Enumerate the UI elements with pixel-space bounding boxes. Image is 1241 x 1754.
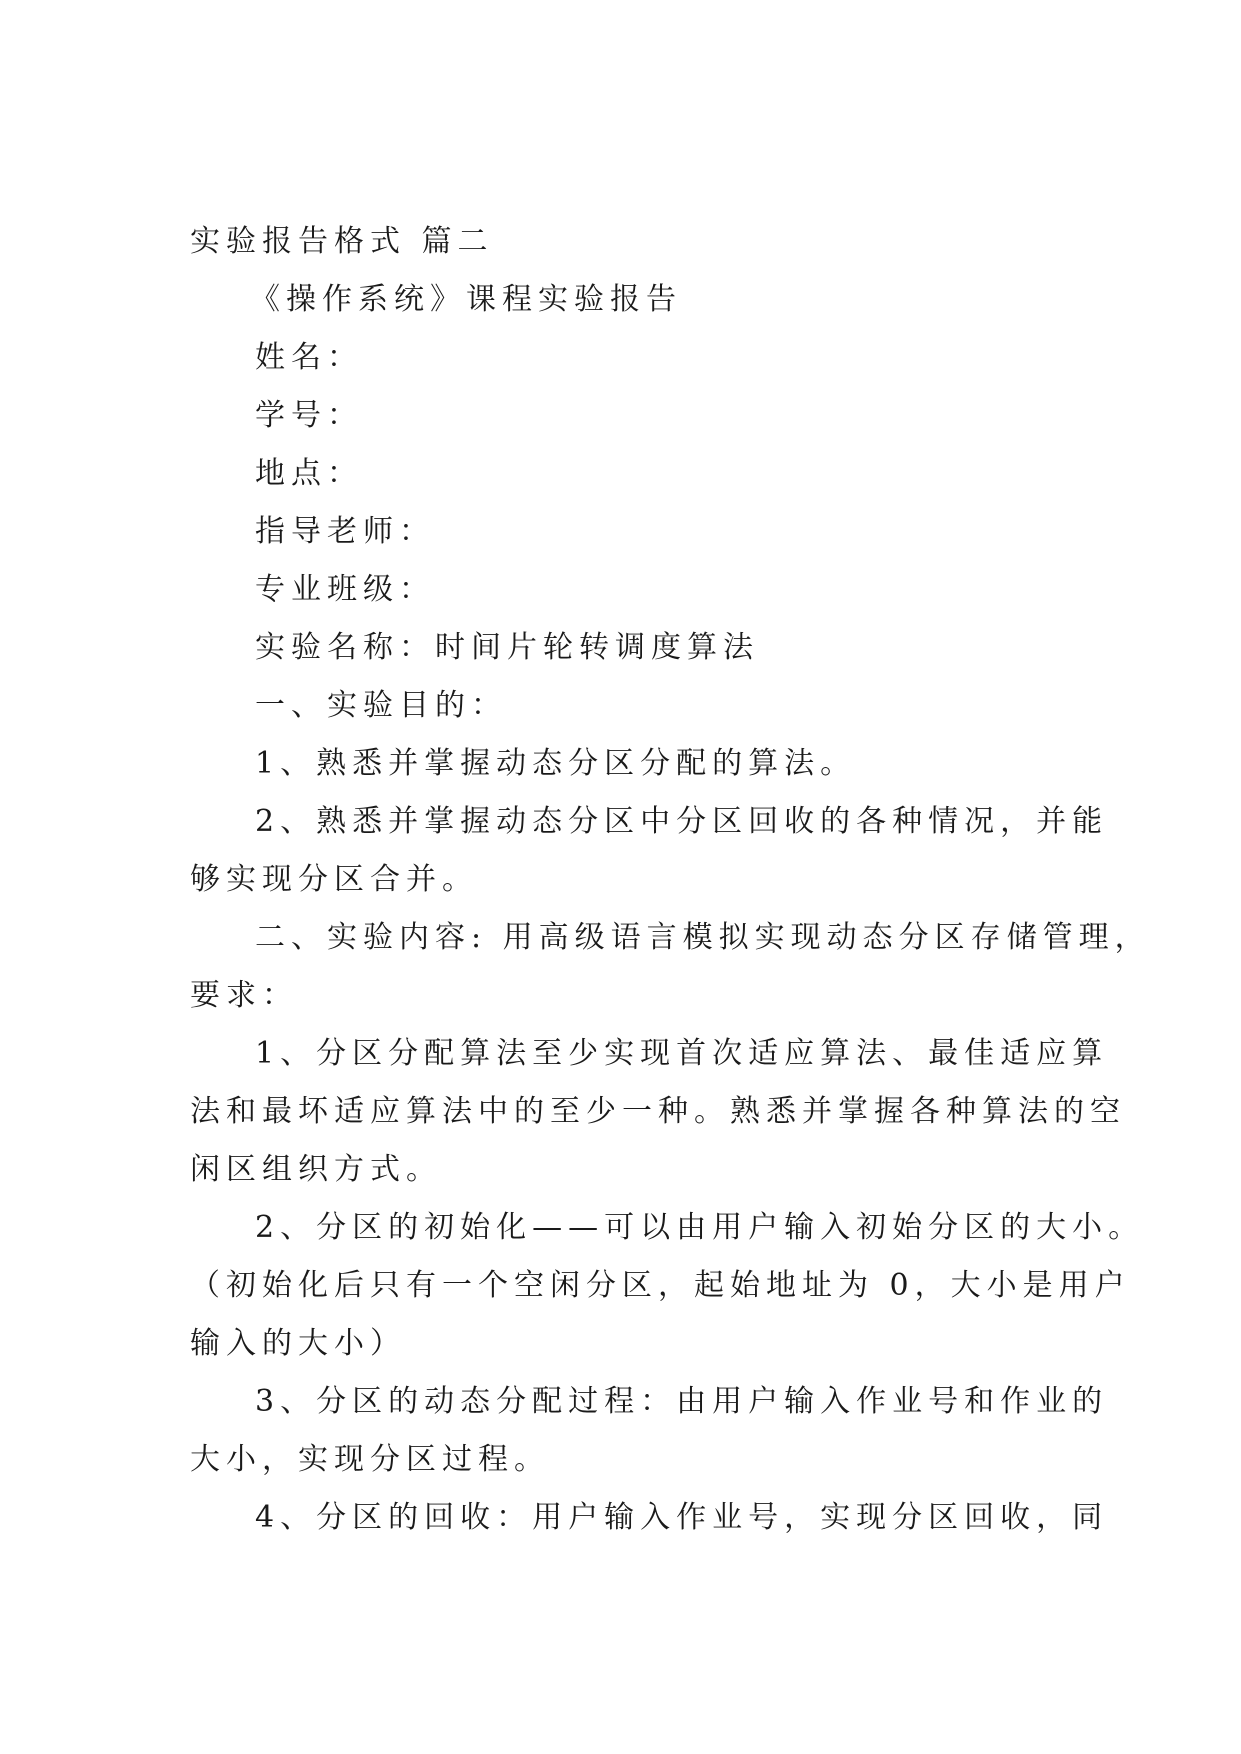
- field-student-id: 学号：: [255, 398, 363, 433]
- heading-content: 二、实验内容: 用高级语言模拟实现动态分区存储管理，: [255, 920, 1151, 955]
- field-class: 专业班级：: [255, 572, 435, 607]
- heading-purpose: 一、实验目的：: [255, 688, 507, 723]
- paragraph-line: 1、分区分配算法至少实现首次适应算法、最佳适应算: [255, 1036, 1109, 1071]
- document-section-title: 实验报告格式 篇二: [190, 224, 494, 259]
- paragraph-line: （初始化后只有一个空闲分区，起始地址为 0，大小是用户: [190, 1268, 1131, 1303]
- paragraph-line: 4、分区的回收：用户输入作业号，实现分区回收，同: [255, 1500, 1109, 1535]
- paragraph-line: 3、分区的动态分配过程：由用户输入作业号和作业的: [255, 1384, 1109, 1419]
- paragraph-line: 大小，实现分区过程。: [190, 1442, 550, 1477]
- paragraph-line: 输入的大小）: [190, 1326, 406, 1361]
- paragraph-line: 2、分区的初始化——可以由用户输入初始分区的大小。: [255, 1210, 1145, 1245]
- paragraph-line: 法和最坏适应算法中的至少一种。熟悉并掌握各种算法的空: [190, 1094, 1126, 1129]
- field-experiment-name: 实验名称：时间片轮转调度算法: [255, 630, 759, 665]
- paragraph-line: 要求：: [190, 978, 298, 1013]
- paragraph-line: 1、熟悉并掌握动态分区分配的算法。: [255, 746, 857, 781]
- paragraph-line: 够实现分区合并。: [190, 862, 478, 897]
- field-instructor: 指导老师：: [255, 514, 435, 549]
- field-location: 地点：: [255, 456, 363, 491]
- paragraph-line: 2、熟悉并掌握动态分区中分区回收的各种情况，并能: [255, 804, 1109, 839]
- report-title: 《操作系统》课程实验报告: [250, 282, 682, 317]
- paragraph-line: 闲区组织方式。: [190, 1152, 442, 1187]
- field-name: 姓名：: [255, 340, 363, 375]
